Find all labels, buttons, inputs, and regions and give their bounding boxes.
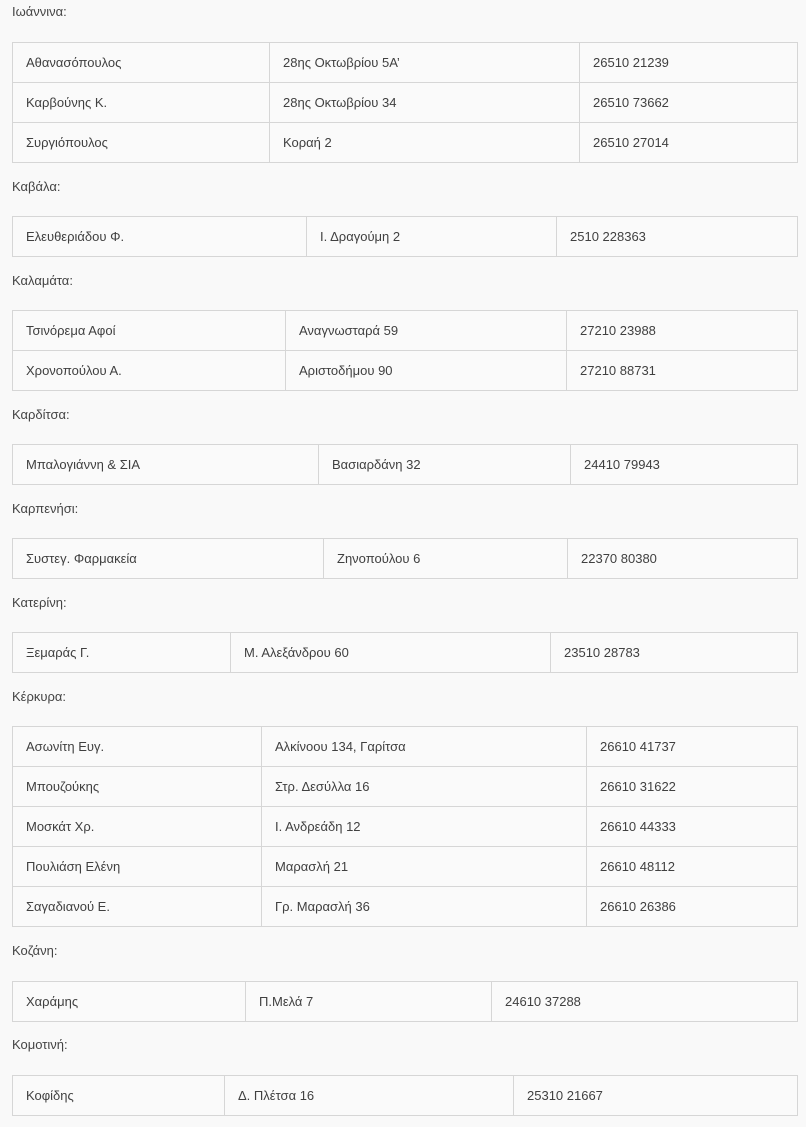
pharmacy-phone: 24610 37288	[492, 982, 798, 1022]
pharmacy-table-karditsa	[12, 444, 798, 485]
city-heading-ioannina: Ιωάννινα:	[12, 4, 67, 19]
pharmacy-phone: 26610 48112	[587, 847, 798, 887]
pharmacy-phone: 26510 73662	[580, 83, 798, 123]
pharmacy-name: Σαγαδιανού Ε.	[13, 887, 262, 927]
city-heading-kalamata: Καλαμάτα:	[12, 273, 73, 288]
pharmacy-table-komotini	[12, 1075, 798, 1116]
pharmacy-table-kalamata	[12, 310, 798, 391]
table-row	[13, 847, 798, 887]
pharmacy-phone: 2510 228363	[557, 217, 798, 257]
pharmacy-address: Π.Μελά 7	[246, 982, 492, 1022]
pharmacy-phone: 27210 23988	[567, 311, 798, 351]
pharmacy-table-kerkyra	[12, 726, 798, 927]
pharmacy-address: Αλκίνοου 134, Γαρίτσα	[262, 727, 587, 767]
pharmacy-name: Συστεγ. Φαρμακεία	[13, 539, 324, 579]
pharmacy-phone: 26610 31622	[587, 767, 798, 807]
table-row	[13, 887, 798, 927]
pharmacy-table-kavala	[12, 216, 798, 257]
pharmacy-table-katerini	[12, 632, 798, 673]
table-row	[13, 1076, 798, 1116]
table-row	[13, 767, 798, 807]
pharmacy-address: Ι. Δραγούμη 2	[307, 217, 557, 257]
pharmacy-name: Ξεμαράς Γ.	[13, 633, 231, 673]
pharmacy-address: 28ης Οκτωβρίου 5Α’	[270, 43, 580, 83]
pharmacy-phone: 26610 44333	[587, 807, 798, 847]
pharmacy-phone: 27210 88731	[567, 351, 798, 391]
pharmacy-name: Ελευθεριάδου Φ.	[13, 217, 307, 257]
table-row	[13, 539, 798, 579]
pharmacy-name: Αθανασόπουλος	[13, 43, 270, 83]
pharmacy-name: Χρονοπούλου Α.	[13, 351, 286, 391]
city-heading-katerini: Κατερίνη:	[12, 595, 67, 610]
city-heading-kerkyra: Κέρκυρα:	[12, 689, 66, 704]
table-row	[13, 982, 798, 1022]
pharmacy-table-karpenisi	[12, 538, 798, 579]
city-heading-komotini: Κομοτινή:	[12, 1037, 68, 1052]
pharmacy-address: Ζηνοπούλου 6	[324, 539, 568, 579]
pharmacy-phone: 25310 21667	[514, 1076, 798, 1116]
table-row	[13, 311, 798, 351]
table-row	[13, 445, 798, 485]
pharmacy-name: Μοσκάτ Χρ.	[13, 807, 262, 847]
pharmacy-phone: 26510 27014	[580, 123, 798, 163]
pharmacy-address: Δ. Πλέτσα 16	[225, 1076, 514, 1116]
pharmacy-name: Χαράμης	[13, 982, 246, 1022]
city-heading-kavala: Καβάλα:	[12, 179, 61, 194]
pharmacy-name: Συργιόπουλος	[13, 123, 270, 163]
pharmacy-name: Τσινόρεμα Αφοί	[13, 311, 286, 351]
pharmacy-name: Κοφίδης	[13, 1076, 225, 1116]
city-heading-karpenisi: Καρπενήσι:	[12, 501, 79, 516]
pharmacy-address: Γρ. Μαρασλή 36	[262, 887, 587, 927]
table-row	[13, 727, 798, 767]
pharmacy-address: Ι. Ανδρεάδη 12	[262, 807, 587, 847]
table-row	[13, 123, 798, 163]
table-row	[13, 43, 798, 83]
pharmacy-phone: 22370 80380	[568, 539, 798, 579]
table-row	[13, 633, 798, 673]
pharmacy-address: Βασιαρδάνη 32	[319, 445, 571, 485]
pharmacy-name: Μπουζούκης	[13, 767, 262, 807]
pharmacy-name: Ασωνίτη Ευγ.	[13, 727, 262, 767]
city-heading-kozani: Κοζάνη:	[12, 943, 58, 958]
table-row	[13, 351, 798, 391]
pharmacy-address: Αριστοδήμου 90	[286, 351, 567, 391]
table-row	[13, 807, 798, 847]
pharmacy-phone: 26510 21239	[580, 43, 798, 83]
pharmacy-phone: 23510 28783	[551, 633, 798, 673]
city-heading-karditsa: Καρδίτσα:	[12, 407, 70, 422]
pharmacy-table-kozani	[12, 981, 798, 1022]
pharmacy-phone: 24410 79943	[571, 445, 798, 485]
pharmacy-address: Μαρασλή 21	[262, 847, 587, 887]
pharmacy-address: Αναγνωσταρά 59	[286, 311, 567, 351]
table-row	[13, 83, 798, 123]
pharmacy-name: Μπαλογιάννη & ΣΙΑ	[13, 445, 319, 485]
pharmacy-address: 28ης Οκτωβρίου 34	[270, 83, 580, 123]
pharmacy-name: Καρβούνης Κ.	[13, 83, 270, 123]
pharmacy-address: Στρ. Δεσύλλα 16	[262, 767, 587, 807]
pharmacy-address: Μ. Αλεξάνδρου 60	[231, 633, 551, 673]
pharmacy-address: Κοραή 2	[270, 123, 580, 163]
table-row	[13, 217, 798, 257]
pharmacy-name: Πουλιάση Ελένη	[13, 847, 262, 887]
pharmacy-phone: 26610 41737	[587, 727, 798, 767]
pharmacy-table-ioannina	[12, 42, 798, 163]
pharmacy-phone: 26610 26386	[587, 887, 798, 927]
